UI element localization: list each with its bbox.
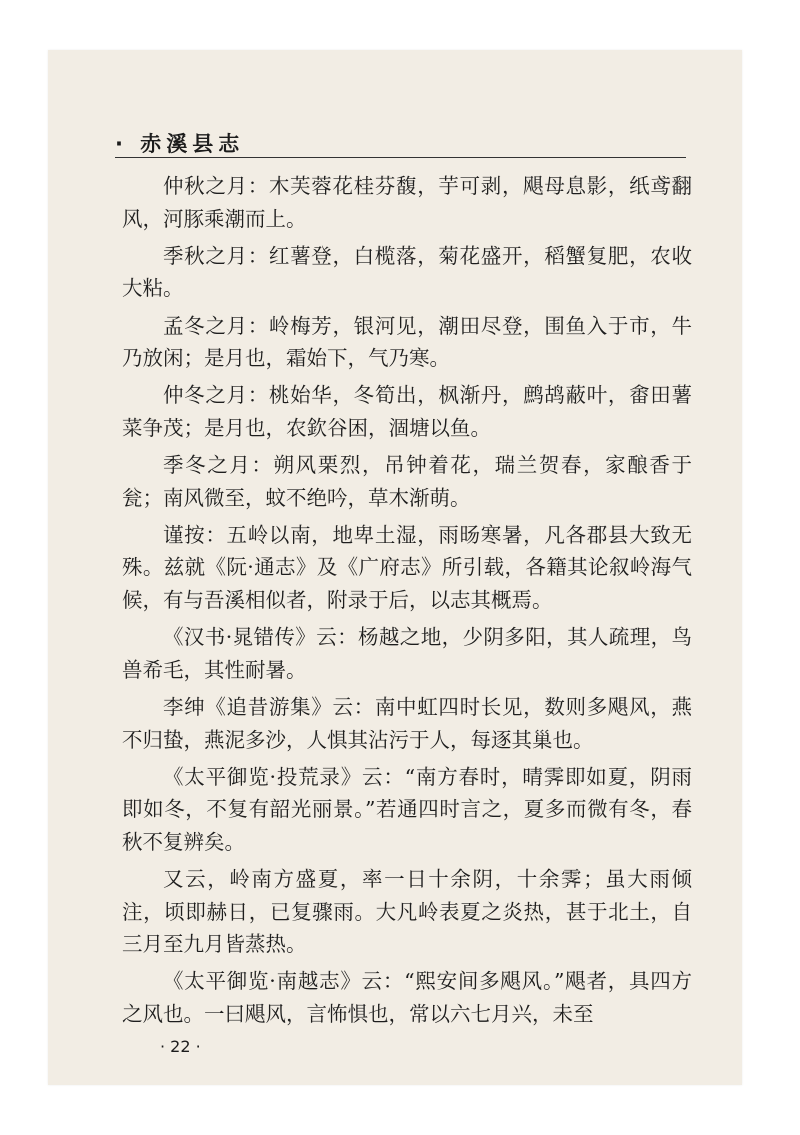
- header-rule: [115, 157, 686, 158]
- paragraph-early-winter: 孟冬之月：岭梅芳，银河见，潮田尽登，围鱼入于市，牛乃放闲；是月也，霜始下，气乃寒。: [122, 313, 692, 371]
- paragraph-late-autumn: 季秋之月：红薯登，白榄落，菊花盛开，稻蟹复肥，农收大粘。: [122, 243, 692, 301]
- paragraph-hanshu-quote: 《汉书·晁错传》云：杨越之地，少阴多阳，其人疏理，鸟兽希毛，其性耐暑。: [122, 625, 692, 682]
- paragraph-youyun: 又云，岭南方盛夏，率一日十余阴，十余霁；虽大雨倾注，顷即赫日，已复骤雨。大凡岭表夏之炎热，甚于北土，自三月至九月皆蒸热。: [122, 867, 692, 957]
- page-number: · 22 ·: [160, 1037, 201, 1056]
- paragraph-mid-autumn: 仲秋之月：木芙蓉花桂芬馥，芋可剥，飓母息影，纸鸢翻风，河豚乘潮而上。: [122, 174, 692, 231]
- paragraph-late-winter: 季冬之月：朔风栗烈，吊钟着花，瑞兰贺春，家酿香于瓮；南风微至，蚊不绝吟，草木渐萌。: [122, 453, 692, 510]
- running-header-title: · 赤溪县志: [115, 132, 245, 156]
- paragraph-editor-note: 谨按：五岭以南，地卑土湿，雨旸寒暑，凡各郡县大致无殊。兹就《阮·通志》及《广府志》所引载，各籍其论叙岭海气候，有与吾溪相似者，附录于后，以志其概焉。: [122, 522, 692, 612]
- paragraph-mid-winter: 仲冬之月：桃始华，冬筍出，枫渐丹，鹧鸪蔽叶，畬田薯菜争茂；是月也，农欽谷困，涸塘以鱼。: [122, 383, 692, 440]
- paragraph-lishen-quote: 李绅《追昔游集》云：南中虹四时长见，数则多飓风，燕不归蛰，燕泥多沙，人惧其沾污于人，每逐其巢也。: [122, 695, 692, 752]
- paragraph-nanyuezhi-quote: 《太平御览·南越志》云：“熙安间多飓风。”飓者，具四方之风也。一曰飓风，言怖惧也，常以六七月兴，未至: [122, 969, 692, 1026]
- body-text: [122, 170, 692, 1030]
- paragraph-toufanglu-quote: 《太平御览·投荒录》云：“南方春时，晴霁即如夏，阴雨即如冬，不复有韶光丽景。”若通四时言之，夏多而微有冬，春秋不复辨矣。: [122, 764, 692, 854]
